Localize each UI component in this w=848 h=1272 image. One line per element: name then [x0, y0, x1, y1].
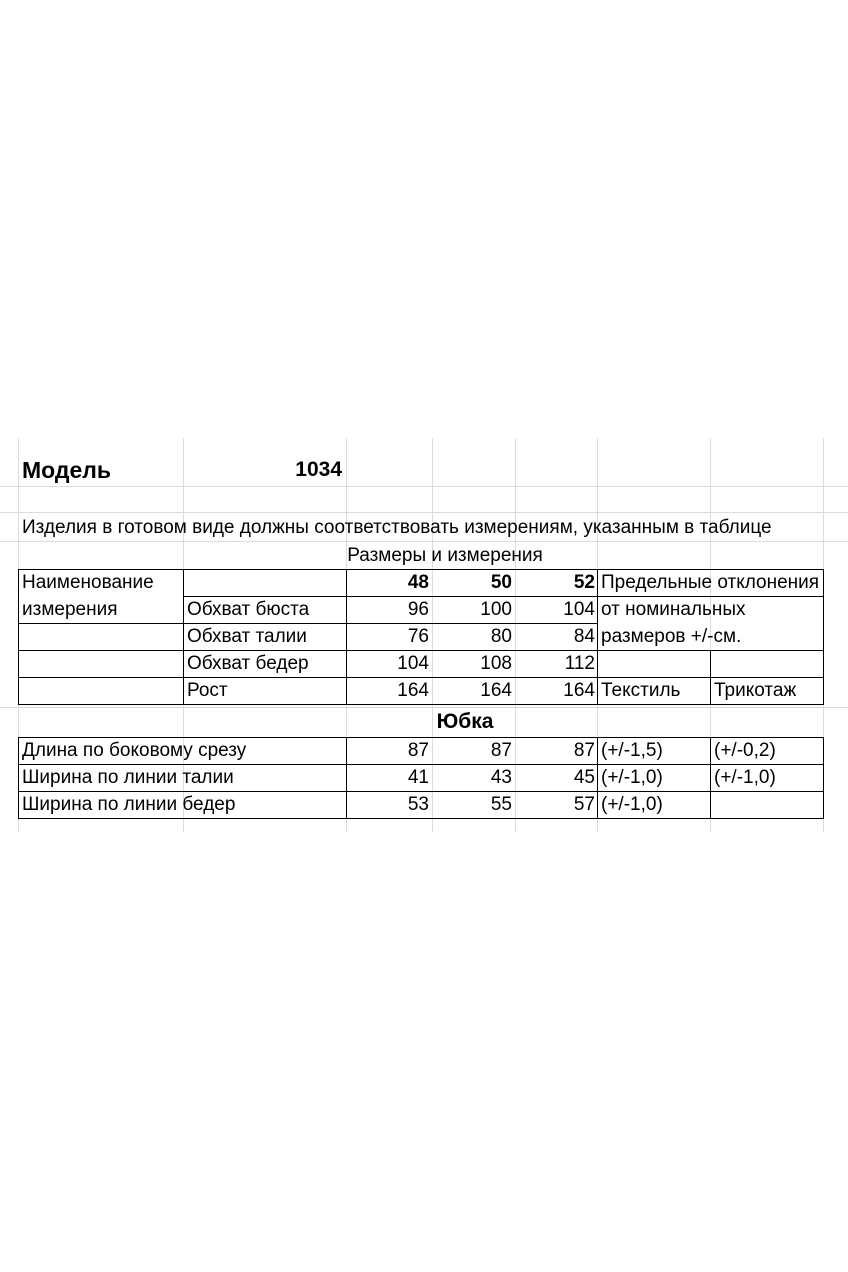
- row-value: 57: [573, 794, 595, 815]
- row-label: Ширина по линии бедер: [22, 794, 236, 815]
- row-value: 87: [573, 740, 595, 761]
- gridline: [0, 512, 848, 513]
- row-label: Обхват бедер: [187, 653, 309, 674]
- row-value: 87: [490, 740, 512, 761]
- row-value: 84: [573, 626, 595, 647]
- size-header-48: 48: [407, 572, 429, 593]
- gridline: [0, 486, 848, 487]
- name-header-line2: измерения: [22, 599, 118, 620]
- fabric-textile: Текстиль: [601, 680, 681, 701]
- row-value: 87: [407, 740, 429, 761]
- table-caption: Размеры и измерения: [347, 545, 543, 566]
- row-value: 43: [490, 767, 512, 788]
- size-header-52: 52: [573, 572, 595, 593]
- row-value: 112: [564, 653, 595, 674]
- tolerance-textile: (+/-1,0): [601, 794, 663, 815]
- tolerance-knit: (+/-0,2): [714, 740, 776, 761]
- row-label: Обхват талии: [187, 626, 307, 647]
- row-value: 164: [480, 680, 512, 701]
- tolerance-textile: (+/-1,0): [601, 767, 663, 788]
- row-label: Обхват бюста: [187, 599, 310, 620]
- row-value: 108: [480, 653, 512, 674]
- tolerance-header: Предельные отклонения: [601, 572, 820, 593]
- tolerance-line2: от номинальных: [601, 599, 746, 620]
- row-label: Длина по боковому срезу: [22, 740, 247, 761]
- row-value: 164: [563, 680, 595, 701]
- row-label: Рост: [187, 680, 228, 701]
- size-header-50: 50: [490, 572, 512, 593]
- model-number: 1034: [295, 458, 342, 481]
- name-header: Наименование: [22, 572, 154, 593]
- tolerance-textile: (+/-1,5): [601, 740, 663, 761]
- row-value: 53: [407, 794, 429, 815]
- row-value: 76: [407, 626, 429, 647]
- row-value: 45: [573, 767, 595, 788]
- row-value: 104: [397, 653, 429, 674]
- row-value: 100: [480, 599, 512, 620]
- row-value: 41: [407, 767, 429, 788]
- row-value: 164: [397, 680, 429, 701]
- fabric-knit: Трикотаж: [714, 680, 797, 701]
- row-value: 55: [490, 794, 512, 815]
- note-text: Изделия в готовом виде должны соответствовать измерениям, указанным в таблице: [22, 517, 772, 538]
- tolerance-knit: (+/-1,0): [714, 767, 776, 788]
- row-label: Ширина по линии талии: [22, 767, 234, 788]
- row-value: 80: [490, 626, 512, 647]
- model-label: Модель: [22, 457, 112, 483]
- row-value: 96: [407, 599, 429, 620]
- row-value: 104: [563, 599, 595, 620]
- section-title: Юбка: [436, 710, 494, 733]
- tolerance-line3: размеров +/-см.: [601, 626, 742, 647]
